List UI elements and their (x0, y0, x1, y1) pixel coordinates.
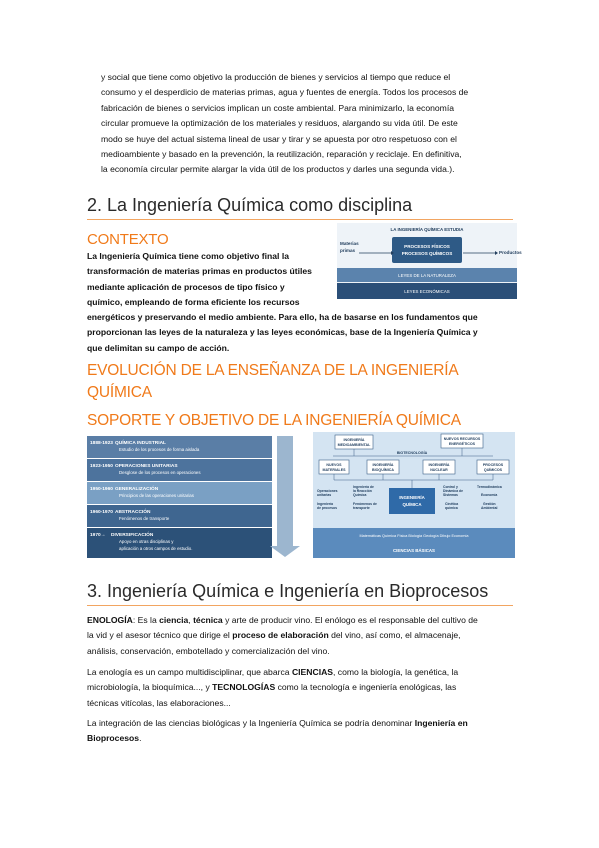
section-3-rule (87, 605, 513, 606)
timeline-title: GENERALIZACIÓN (115, 487, 159, 492)
section-2-heading: 2. La Ingeniería Química como disciplina (87, 195, 413, 215)
integ-line-1: La integración de las ciencias biológicas y la Ingeniería Química se podría denominar Ingeniería en (87, 718, 468, 728)
box-rec-1: NUEVOS RECURSOS (443, 437, 481, 441)
timeline-period: 1960-1970 (90, 510, 113, 515)
contexto-line: proporcionan las leyes de la naturaleza y las leyes económicas, base de la Ingeniería Química y (87, 327, 478, 338)
diagram1-band-2: LEYES ECONÓMICAS (404, 289, 450, 294)
timeline-desc: Principios de las operaciones unitarias (119, 493, 194, 498)
bioq-1: INGENIERÍA (372, 463, 394, 467)
biotecnologia-label: BIOTECNOLOGÍA (396, 451, 428, 455)
gest-1: Gestión (483, 502, 496, 506)
ciencias-label: CIENCIAS BÁSICAS (393, 548, 435, 553)
multi-line-3: técnicas vitícolas, las elaboraciones... (87, 697, 231, 708)
proc-2: QUÍMICOS (483, 468, 503, 472)
section-2-rule (87, 219, 513, 220)
center-2: QUÍMICA (402, 502, 422, 507)
left-a1: Operaciones (317, 489, 338, 493)
soporte-heading: SOPORTE Y OBJETIVO DE LA INGENIERÍA QUÍMICA (87, 412, 461, 429)
timeline-figure (87, 436, 300, 558)
reac-1: Ingeniería de (353, 485, 374, 489)
diagram1-center-2: PROCESOS QUÍMICOS (401, 251, 453, 256)
evolucion-heading-line-2: QUÍMICA (87, 384, 152, 401)
contexto-line: energéticos y preservando el medio ambiente. Para ello, ha de basarse en los fundamentos que (87, 312, 478, 322)
timeline-title: QUÍMICA INDUSTRIAL (115, 441, 166, 446)
section-3-heading: 3. Ingeniería Química e Ingeniería en Bioprocesos (87, 581, 489, 601)
reac-2: la Reacción (353, 489, 372, 493)
enologia-paragraph (87, 613, 517, 659)
contexto-heading: CONTEXTO (87, 231, 169, 248)
diagram1-right: Productos (499, 250, 522, 255)
timeline-period: 1923-1950 (90, 464, 113, 469)
contexto-line: que delimitan su campo de acción. (87, 342, 230, 353)
enologia-line-1: ENOLOGÍA: Es la ciencia, técnica y arte de producir vino. El enólogo es el responsable del cultivo de (87, 615, 478, 625)
multidisciplinar-paragraph (87, 665, 517, 711)
contexto-line: La Ingeniería Química tiene como objetivo final la (87, 251, 289, 261)
evolucion-heading-line-1: EVOLUCIÓN DE LA ENSEÑANZA DE LA INGENIERÍA (87, 362, 459, 379)
contexto-line: mediante aplicación de procesos de tipo físico y (87, 281, 285, 292)
diagram1-top-label: LA INGENIERÍA QUÍMICA ESTUDIA (390, 227, 464, 232)
timeline-period: 1970→ (90, 533, 106, 538)
proc-1: PROCESOS (482, 463, 504, 467)
timeline-title: DIVERSIFICACIÓN (111, 533, 154, 538)
intro-line: circular promueve la optimización de los materiales y residuos, alargando su vida útil. De este (101, 118, 458, 129)
gest-2: Ambiental (481, 506, 498, 510)
contexto-line: transformación de materias primas en productos útiles (87, 266, 312, 277)
left-b2: de procesos (317, 506, 337, 510)
integ-line-2: Bioprocesos. (87, 733, 142, 744)
contexto-paragraph-left (87, 249, 337, 311)
intro-line: modo se huye del actual sistema lineal de usar y tirar y se apuesta por otro respetuoso con el (101, 133, 457, 144)
intro-line: consumo y el desperdicio de materias primas, agua y fuentes de energía. Todos los procesos de (101, 87, 469, 98)
nuevos-2: MATERIALES (322, 468, 346, 472)
ctrl-1: Control y (443, 485, 458, 489)
timeline-period: 1950-1960 (90, 487, 113, 492)
bioq-2: BIOQUÍMICA (372, 468, 394, 472)
integracion-paragraph (87, 716, 517, 747)
eco: Economía (481, 493, 498, 497)
nuc-1: INGENIERÍA (428, 463, 450, 467)
timeline-desc: Desglose de los procesos en operaciones (119, 470, 201, 475)
diagram1-center-1: PROCESOS FÍSICOS (404, 244, 450, 249)
enologia-line-3: análisis, conservación, embotellado y comercialización del vino. (87, 645, 330, 656)
fen-2: transporte (353, 506, 370, 510)
timeline-title: ABSTRACCIÓN (115, 510, 151, 515)
reac-3: Química (353, 493, 367, 497)
intro-line: medioambiente y basado en la prevención, la reutilización, reparación y reciclaje. En definitiva, (101, 149, 462, 160)
intro-line: y social que tiene como objetivo la producción de bienes y servicios al tiempo que reduce el (101, 72, 451, 82)
box-med-1: INGENIERÍA (343, 438, 365, 442)
nuevos-1: NUEVOS (326, 463, 342, 467)
cin-2: química (445, 506, 458, 510)
timeline-title: OPERACIONES UNITARIAS (115, 464, 178, 469)
intro-paragraph (101, 70, 521, 178)
diagram1-band-1: LEYES DE LA NATURALEZA (398, 273, 456, 278)
ctrl-2: Dinámica de (443, 489, 463, 493)
nuc-2: NUCLEAR (430, 468, 448, 472)
contexto-line: químico, empleando de forma eficiente los recursos (87, 297, 300, 308)
ctrl-3: Sistemas (443, 493, 458, 497)
contexto-paragraph-full (87, 310, 517, 356)
diagram1-left-1: Materias (340, 241, 359, 246)
ingenieria-quimica-soporte-diagram (313, 432, 515, 558)
diagram1-left-2: primas (340, 248, 356, 253)
timeline-desc: Apoyo en otras disciplinas y (119, 539, 174, 544)
left-b1: Ingeniería (317, 502, 334, 506)
termo: Termodinámica (477, 485, 502, 489)
box-rec-2: ENERGÉTICOS (448, 442, 476, 446)
timeline-desc-2: aplicación a otros campos de estudio. (119, 546, 193, 551)
multi-line-2: microbiología, la bioquímica..., y TECNOLOGÍAS como la tecnología e ingeniería enológicas, las (87, 682, 457, 693)
intro-line: fabricación de bienes o servicios implican un coste ambiental. Para minimizarlo, la economía (101, 102, 454, 113)
box-med-2: MEDIOAMBIENTAL (337, 443, 371, 447)
timeline-desc: Estudio de los procesos de forma aislada (119, 447, 200, 452)
timeline-period: 1888-1923 (90, 441, 113, 446)
fen-1: Fenómenos de (353, 502, 377, 506)
center-1: INGENIERÍA (399, 495, 425, 500)
multi-line-1: La enología es un campo multidisciplinar, que abarca CIENCIAS, como la biología, la genética, la (87, 667, 459, 677)
left-a2: unitarias (317, 493, 332, 497)
enologia-line-2: la vid y el asesor técnico que dirige el proceso de elaboración del vino, así como, el almacenaje, (87, 630, 461, 641)
ciencias-row: Matemáticas Química Física Biología Geología Dibujo Economía (359, 534, 469, 538)
intro-line: la economía circular permite alargar la vida útil de los productos y darles una segunda vida.). (101, 164, 455, 175)
cin-1: Cinética (445, 502, 459, 506)
ingenieria-quimica-estudia-diagram (337, 223, 522, 299)
timeline-desc: Fenómenos de transporte (119, 516, 170, 521)
